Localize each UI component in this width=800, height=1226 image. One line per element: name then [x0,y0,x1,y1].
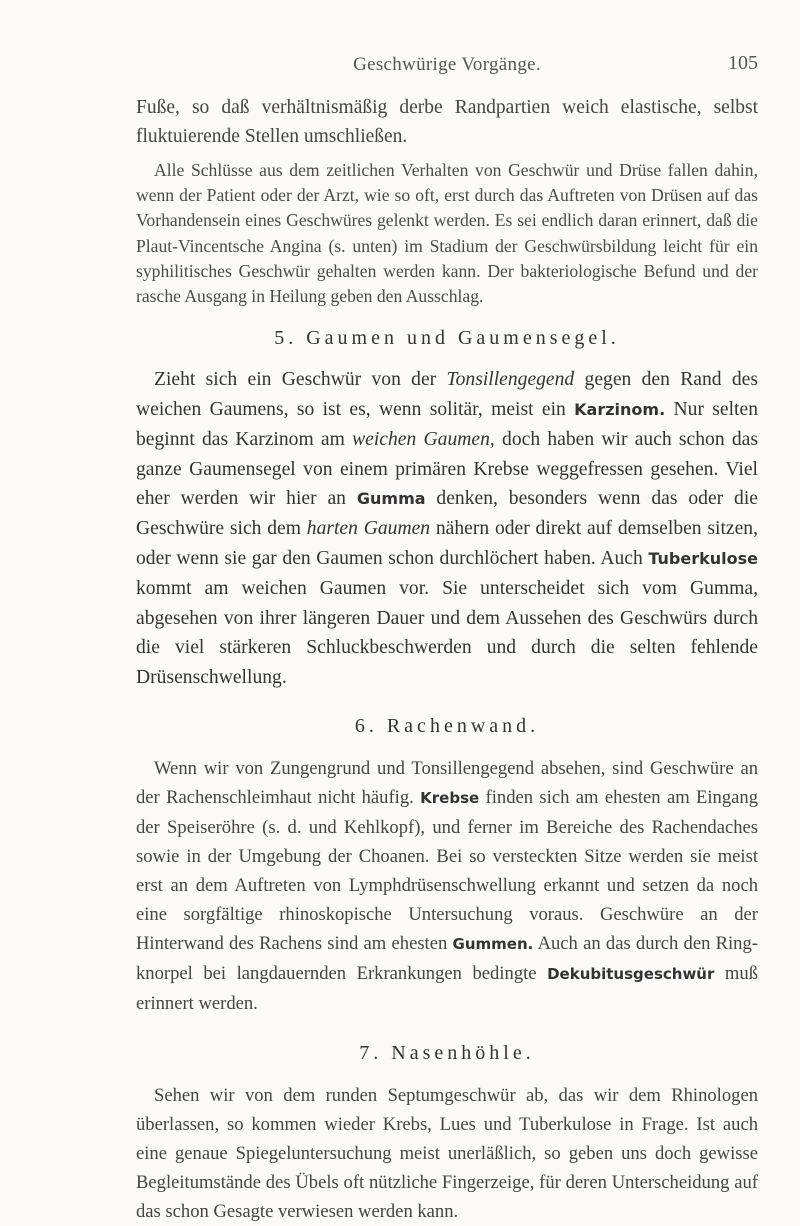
text-run: Auch an das durch den Ringknorpel bei langdauernden Erkrankungen bedingte [136,932,758,984]
text-run: Nur selten beginnt das Karzinom am [136,399,758,450]
intro-paragraph: Alle Schlüsse aus dem zeitlichen Verhalten von Geschwür und Drüse fallen dahin, wenn der Patient oder der Arzt, wie so oft, erst durch das Auftreten von Drüsen auf das Vorhandensein eines Geschwüres gelenkt werden. Es sei endlich daran erinnert, daß die Plaut-Vincentsche Angina (s. unten) im Stadium der Geschwürsbildung leicht für ein syphilitisches Geschwür gehalten werden kann. Der bakteriologische Befund und der rasche Ausgang in Heilung geben den Ausschlag. [136,160,758,307]
keyword-tuberkulose: Tuberkulose [648,549,758,568]
italic-term: Tonsillengegend [446,369,575,391]
section-5-paragraph [136,365,758,693]
section-7-paragraph: Sehen wir von dem runden Septumgeschwür ab, das wir dem Rhinologen überlassen, so kommen wieder Krebs, Lues und Tuberkulose in Frage. Ist auch eine genaue Spiegeluntersuchung meist unerläßlich, so geben uns doch gewisse Begleitumstände des Übels oft nützliche Fingerzeige, für deren Unterscheidung auf das schon Gesagte verwiesen werden kann. [136,1084,758,1222]
italic-term: weichen Gaumen, [352,428,495,450]
book-page [136,54,758,1226]
italic-term: harten Gaumen [306,518,431,540]
running-head-title: Geschwürige Vorgänge. [353,54,541,75]
section-6-paragraph [136,754,758,1018]
text-run: denken, besonders wenn das oder die Geschwüre sich dem [136,488,758,540]
text-run: doch haben wir auch schon das ganze Gaumensegel von einem primären Krebse weggefressen gesehen. Viel eher werden wir hier an [136,428,758,510]
text-run: muß erinnert werden. [136,962,758,1014]
text-run: finden sich am ehesten am Eingang der Speiseröhre (s. d. und Kehlkopf), und ferner im Bereiche des Rachendaches sowie in der Umgebung der Choanen. Bei so versteckten Sitze werden sie meist erst an dem Auftreten von Lymphdrüsenschwellung erkannt und setzen da noch eine sorgfältige rhinoskopische Untersuchung voraus. Geschwüre an der Hinterwand des Rachens sind am ehesten [136,786,758,954]
text-run: Zieht sich ein Geschwür von der [154,369,447,391]
keyword-gummen: Gummen. [452,934,534,953]
section-5-heading: 5. Gaumen und Gaumensegel. [274,327,620,350]
text-run: nähern oder direkt auf demselben sitzen, oder wenn sie gar den Gaumen schon durchlöchert haben. Auch [136,518,758,569]
section-6-heading: 6. Rachenwand. [354,714,540,737]
keyword-karzinom: Karzinom. [574,400,666,420]
keyword-krebse: Krebse [420,788,480,807]
text-run: Wenn wir von Zungengrund und Tonsillengegend absehen, sind Geschwüre an der Rachenschleimhaut nicht häufig. [136,757,758,808]
keyword-dekubitusgeschwuer: Dekubitusgeschwür [547,964,715,983]
text-run: kommt am weichen Gaumen vor. Sie unterscheidet sich vom Gumma, abgesehen von ihrer längeren Dauer und dem Aussehen des Geschwürs durch die viel stärkeren Schluckbeschwerden und durch die selten fehlende Drüsenschwellung. [136,577,758,689]
text-run: gegen den Rand des weichen Gaumens, so ist es, wenn solitär, meist ein [136,369,758,421]
section-7-heading: 7. Nasenhöhle. [359,1041,535,1064]
continued-paragraph: Fuße, so daß verhältnismäßig derbe Randpartien weich elastische, selbst fluktuierende Stellen umschließen. [136,97,758,147]
running-head [136,54,758,84]
keyword-gumma: Gumma [356,489,426,509]
page-number: 105 [728,52,758,74]
